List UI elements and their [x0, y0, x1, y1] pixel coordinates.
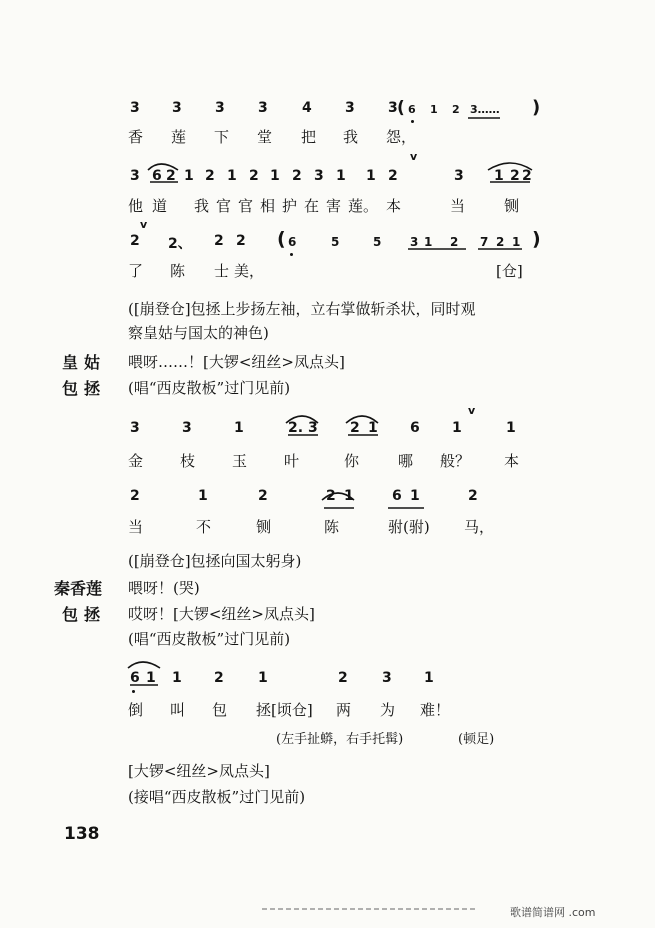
- note: 2: [166, 168, 176, 184]
- note: 3: [388, 100, 398, 116]
- note: 1: [234, 420, 244, 436]
- note: 1: [146, 670, 156, 686]
- note: 2: [450, 235, 459, 249]
- note: 3: [130, 100, 140, 116]
- note: 4: [302, 100, 312, 116]
- note: 6: [288, 235, 297, 249]
- percussion-cue: [仓]: [496, 262, 523, 280]
- note: 5: [373, 235, 382, 249]
- lyric: 叫: [170, 701, 186, 719]
- note: 1: [172, 670, 182, 686]
- note: 1: [410, 488, 420, 504]
- note: 1: [368, 420, 378, 436]
- lyric: 金: [128, 452, 144, 470]
- lyric: 我: [194, 197, 210, 215]
- note: 2.: [288, 420, 304, 436]
- note: 2: [350, 420, 360, 436]
- lyric: 道: [152, 197, 168, 215]
- paren-open: (: [277, 228, 286, 250]
- dialogue-text: 喂呀！(哭): [128, 579, 200, 597]
- note: 1: [227, 168, 237, 184]
- lyric: 相: [260, 197, 276, 215]
- lyric: 两: [336, 701, 352, 719]
- note: 3: [345, 100, 355, 116]
- lyric: 铡: [504, 197, 520, 215]
- note: 2: [388, 168, 398, 184]
- note: 3: [258, 100, 268, 116]
- breath-mark: v: [468, 404, 476, 417]
- stage-direction-line: ([崩登仓]包拯上步扬左袖，立右掌做斩杀状，同时观: [128, 300, 476, 318]
- dialogue-text: (唱“西皮散板”过门见前): [128, 379, 291, 397]
- dialogue-text: (唱“西皮散板”过门见前): [128, 630, 291, 648]
- lyric: 你: [344, 452, 360, 470]
- note: 1: [512, 235, 521, 249]
- note: 2: [214, 233, 224, 249]
- lyric: 他: [128, 197, 144, 215]
- note: 1: [494, 168, 504, 184]
- note: 6: [410, 420, 420, 436]
- note: 1: [184, 168, 194, 184]
- lyric: 美，: [234, 262, 265, 280]
- note: 2: [249, 168, 259, 184]
- footer-rule: [262, 908, 477, 910]
- note: 2: [522, 168, 532, 184]
- note: 1: [430, 103, 438, 116]
- note: 2: [496, 235, 505, 249]
- lyric: 在: [304, 197, 320, 215]
- note: 2: [258, 488, 268, 504]
- note: 1: [452, 420, 462, 436]
- note: 1: [270, 168, 280, 184]
- paren-close: ): [532, 97, 541, 118]
- lyric: 叶: [284, 452, 300, 470]
- lyric: 不: [196, 518, 212, 536]
- lyric: 当: [450, 197, 466, 215]
- lyric: 把: [301, 128, 317, 146]
- lyric: 护: [282, 197, 298, 215]
- note: 2: [338, 670, 348, 686]
- lyric: 般？: [440, 452, 471, 470]
- note: 7: [480, 235, 489, 249]
- lyric: 驸(驸): [388, 518, 430, 536]
- lyric: 莲。: [348, 197, 379, 215]
- note: 2: [205, 168, 215, 184]
- note: 1: [344, 488, 354, 504]
- lyric: 香: [128, 128, 144, 146]
- lyric: 陈: [170, 262, 186, 280]
- lyric: 倒: [128, 701, 144, 719]
- lyric: 哪: [398, 452, 414, 470]
- note: 3: [172, 100, 182, 116]
- lyric: 莲: [171, 128, 187, 146]
- lyric: 为: [380, 701, 396, 719]
- stage-direction-line: (接唱“西皮散板”过门见前): [128, 788, 306, 806]
- dialogue-text: 喂呀……！[大锣<纽丝>凤点头]: [128, 353, 345, 371]
- lyric: 士: [214, 262, 230, 280]
- stage-direction-line: 察皇姑与国太的神色): [128, 324, 269, 342]
- note: 2: [510, 168, 520, 184]
- lyric: 害: [326, 197, 342, 215]
- lyric: 下: [214, 128, 230, 146]
- note: 1: [366, 168, 376, 184]
- page-number: 138: [64, 824, 100, 844]
- note: 2: [292, 168, 302, 184]
- note: 3: [410, 235, 419, 249]
- note: 6: [152, 168, 162, 184]
- paren-open: (: [397, 98, 405, 118]
- lyric: 包: [212, 701, 228, 719]
- lyric: 陈: [324, 518, 340, 536]
- lyric: 玉: [232, 452, 248, 470]
- note: 2: [130, 488, 140, 504]
- note: 3: [314, 168, 324, 184]
- role-name: 秦香莲: [54, 579, 103, 598]
- note: 3: [454, 168, 464, 184]
- note: 2: [326, 488, 336, 504]
- lyric: 铡: [256, 518, 272, 536]
- note: 2: [452, 103, 460, 116]
- note: 5: [331, 235, 340, 249]
- note: 3: [308, 420, 318, 436]
- stage-direction-line: [大锣<纽丝>凤点头]: [128, 762, 270, 780]
- role-name: 包拯: [62, 605, 107, 624]
- lyric: 了: [128, 262, 144, 280]
- lyric: 本: [504, 452, 520, 470]
- breath-mark: v: [140, 218, 148, 231]
- note: 1: [336, 168, 346, 184]
- action-note: (顿足): [458, 732, 495, 747]
- lyric: 当: [128, 518, 144, 536]
- lyric: 我: [343, 128, 359, 146]
- note: 1: [506, 420, 516, 436]
- note: 1: [424, 670, 434, 686]
- note: 2: [468, 488, 478, 504]
- dialogue-text: 哎呀！[大锣<纽丝>凤点头]: [128, 605, 315, 623]
- breath-mark: v: [410, 150, 418, 163]
- role-name: 皇姑: [62, 353, 107, 372]
- note: 1: [424, 235, 433, 249]
- note: 3: [382, 670, 392, 686]
- lyric: 拯[顷仓]: [256, 701, 313, 719]
- note: 1: [258, 670, 268, 686]
- note: 2: [236, 233, 246, 249]
- note: 3: [130, 420, 140, 436]
- lyric: 难！: [420, 701, 451, 719]
- note: 3: [182, 420, 192, 436]
- note: 2: [130, 233, 140, 249]
- watermark: 歌谱简谱网 .com: [510, 906, 596, 919]
- action-note: (左手扯蟒，右手托髯): [276, 732, 404, 747]
- note: 3: [215, 100, 225, 116]
- note: 6: [408, 103, 416, 116]
- note: 6: [392, 488, 402, 504]
- note: 2: [214, 670, 224, 686]
- lyric: 官: [238, 197, 254, 215]
- note: 1: [198, 488, 208, 504]
- note: 3: [130, 168, 140, 184]
- role-name: 包拯: [62, 379, 107, 398]
- lyric: 官: [216, 197, 232, 215]
- lyric: 堂: [257, 128, 273, 146]
- lyric: 怨，: [386, 128, 417, 146]
- stage-direction: ([崩登仓]包拯向国太躬身): [128, 552, 302, 570]
- paren-close: ): [532, 228, 541, 250]
- lyric: 枝: [180, 452, 196, 470]
- lyric: 马，: [464, 518, 495, 536]
- note: 6: [130, 670, 140, 686]
- note: 2、: [168, 236, 192, 252]
- lyric: 本: [386, 197, 402, 215]
- note: 3……: [470, 103, 500, 116]
